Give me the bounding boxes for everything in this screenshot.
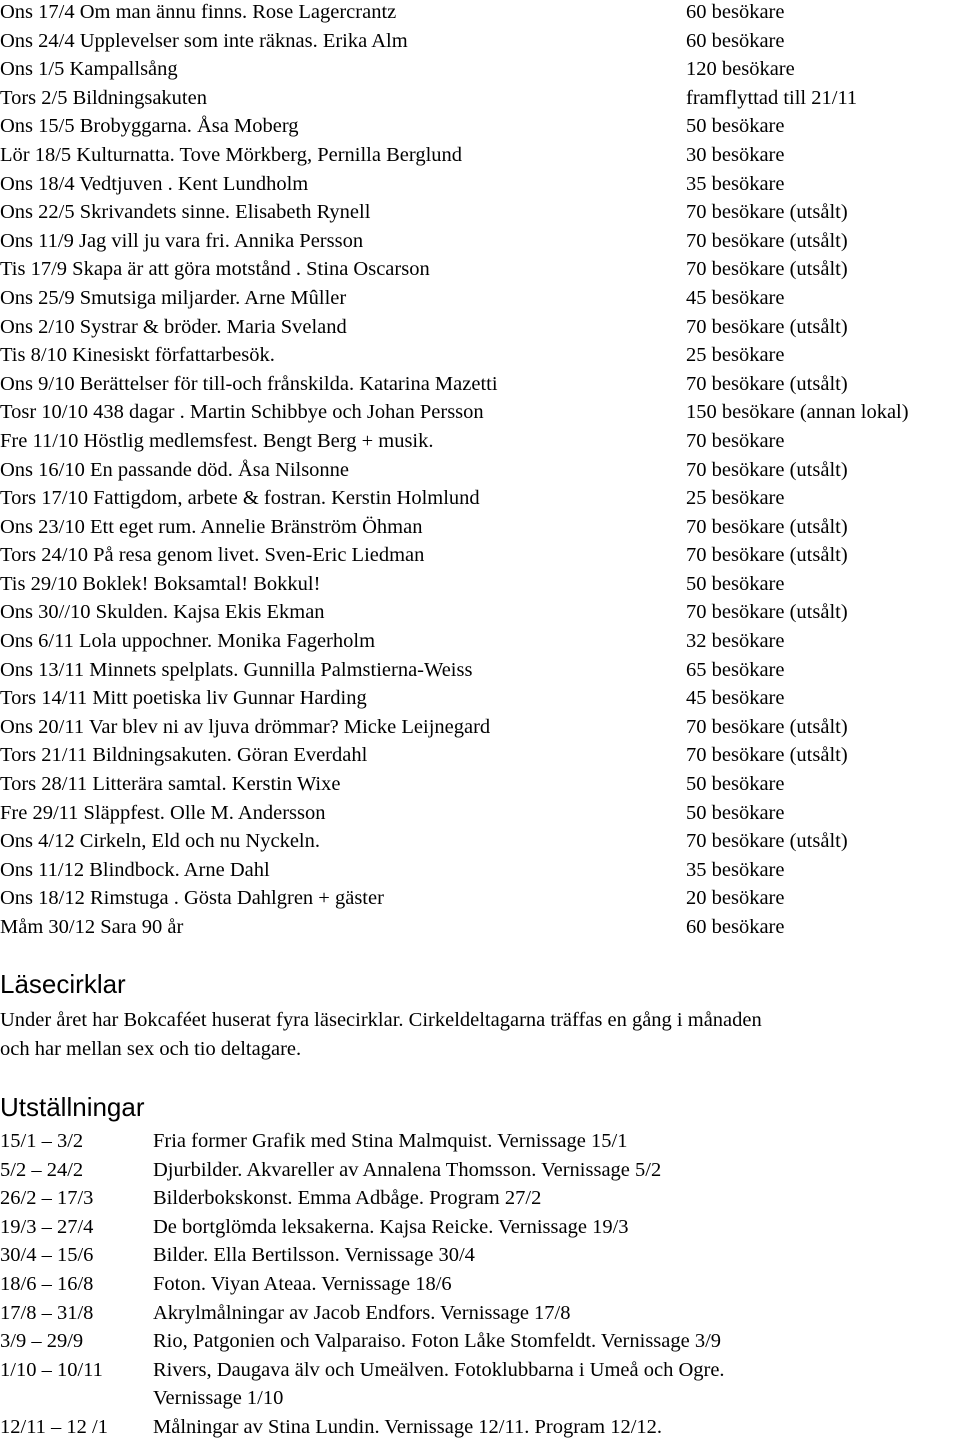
event-title: Tors 21/11 Bildningsakuten. Göran Everdahl [0,744,368,767]
paragraph-line: Under året har Bokcaféet huserat fyra läsecirklar. Cirkeldeltagarna träffas en gång i månaden [0,1009,762,1031]
exhibition-description [153,1327,960,1356]
exhibition-description-line: Foton. Viyan Ateaa. Vernissage 18/6 [153,1272,452,1295]
event-title: Ons 17/4 Om man ännu finns. Rose Lagercrantz [0,1,397,23]
exhibition-dates: 26/2 – 17/3 [0,1187,94,1210]
event-row [0,770,960,799]
exhibition-dates: 19/3 – 27/4 [0,1215,94,1238]
event-title: Fre 29/11 Släppfest. Olle M. Andersson [0,801,326,824]
event-visitors: 45 besökare [686,286,785,309]
event-visitors: 70 besökare (utsålt) [686,830,848,853]
event-visitors: 120 besökare [686,58,795,81]
event-row [0,513,960,542]
exhibition-description-line: Bilder. Ella Bertilsson. Vernissage 30/4 [153,1244,475,1267]
event-visitors: 50 besökare [686,572,785,595]
event-row [0,484,960,513]
exhibition-description [153,1299,960,1328]
event-title: Ons 15/5 Brobyggarna. Åsa Moberg [0,115,299,138]
event-title: Tors 28/11 Litterära samtal. Kerstin Wixe [0,773,341,796]
exhibition-dates: 12/11 – 12 /1 [0,1415,109,1438]
event-title: Ons 18/4 Vedtjuven . Kent Lundholm [0,172,309,195]
event-row [0,255,960,284]
event-visitors: 70 besökare (utsålt) [686,601,848,624]
event-row [0,684,960,713]
event-visitors: 70 besökare [686,429,785,452]
event-title: Ons 22/5 Skrivandets sinne. Elisabeth Rynell [0,201,371,224]
event-title: Tors 24/10 På resa genom livet. Sven-Eric Liedman [0,544,425,567]
event-row [0,27,960,56]
exhibition-description [153,1413,960,1442]
exhibition-row [0,1356,960,1413]
event-visitors: 50 besökare [686,801,785,824]
exhibition-description [153,1241,960,1270]
exhibition-dates: 15/1 – 3/2 [0,1130,84,1152]
event-visitors: 70 besökare (utsålt) [686,258,848,281]
exhibition-row [0,1270,960,1299]
event-row [0,55,960,84]
event-row [0,598,960,627]
event-row [0,313,960,342]
event-visitors: 70 besökare (utsålt) [686,372,848,395]
event-row [0,427,960,456]
event-title: Tosr 10/10 438 dagar . Martin Schibbye och Johan Persson [0,401,484,424]
exhibition-description [153,1127,960,1156]
event-row [0,198,960,227]
event-visitors: 70 besökare (utsålt) [686,315,848,338]
event-row [0,856,960,885]
event-row [0,341,960,370]
event-visitors: 65 besökare [686,658,785,681]
exhibition-row [0,1299,960,1328]
event-visitors: 70 besökare (utsålt) [686,515,848,538]
exhibition-description-line: Målningar av Stina Lundin. Vernissage 12/11. Program 12/12. [153,1415,663,1438]
reading-circles-heading: Läsecirklar [0,969,126,999]
exhibition-row [0,1127,960,1156]
event-visitors: 35 besökare [686,172,785,195]
event-title: Tis 8/10 Kinesiskt författarbesök. [0,344,275,367]
event-title: Ons 24/4 Upplevelser som inte räknas. Erika Alm [0,29,408,52]
event-row [0,827,960,856]
event-title: Ons 11/9 Jag vill ju vara fri. Annika Persson [0,229,364,252]
event-row [0,170,960,199]
event-title: Ons 16/10 En passande död. Åsa Nilsonne [0,458,350,481]
event-visitors: 60 besökare [686,1,785,23]
event-row [0,284,960,313]
exhibition-description-line: Rivers, Daugava älv och Umeälven. Fotoklubbarna i Umeå och Ogre. [153,1358,725,1381]
reading-circles-paragraph [0,1006,960,1064]
event-visitors: 50 besökare [686,115,785,138]
event-visitors: 35 besökare [686,858,785,881]
exhibition-description [153,1184,960,1213]
event-visitors: 70 besökare (utsålt) [686,715,848,738]
event-row [0,456,960,485]
event-visitors: 25 besökare [686,487,785,510]
exhibition-description [153,1356,960,1413]
event-row [0,112,960,141]
exhibition-description-line: Bilderbokskonst. Emma Adbåge. Program 27/2 [153,1187,542,1210]
event-visitors: 150 besökare (annan lokal) [686,401,909,424]
event-title: Ons 2/10 Systrar & bröder. Maria Sveland [0,315,347,338]
event-title: Ons 13/11 Minnets spelplats. Gunnilla Palmstierna-Weiss [0,658,473,681]
event-visitors: 60 besökare [686,916,785,938]
event-row [0,84,960,113]
event-row [0,799,960,828]
exhibition-dates: 3/9 – 29/9 [0,1330,84,1353]
event-row [0,141,960,170]
exhibition-description-line: De bortglömda leksakerna. Kajsa Reicke. Vernissage 19/3 [153,1215,629,1238]
exhibition-dates: 1/10 – 10/11 [0,1358,103,1381]
event-row [0,884,960,913]
event-row [0,570,960,599]
event-visitors: 20 besökare [686,887,785,910]
exhibitions-heading: Utställningar [0,1092,145,1122]
event-visitors: 70 besökare (utsålt) [686,229,848,252]
event-title: Tors 14/11 Mitt poetiska liv Gunnar Harding [0,687,367,710]
event-title: Tors 2/5 Bildningsakuten [0,86,207,109]
exhibition-description-line: Vernissage 1/10 [153,1387,284,1410]
event-visitors: 70 besökare (utsålt) [686,744,848,767]
event-title: Ons 30//10 Skulden. Kajsa Ekis Ekman [0,601,325,624]
event-title: Ons 25/9 Smutsiga miljarder. Arne Mûller [0,286,347,309]
exhibition-description-line: Djurbilder. Akvareller av Annalena Thomsson. Vernissage 5/2 [153,1158,662,1181]
exhibition-dates: 30/4 – 15/6 [0,1244,94,1267]
event-row [0,627,960,656]
event-visitors: 45 besökare [686,687,785,710]
event-row [0,656,960,685]
event-visitors: 50 besökare [686,773,785,796]
event-title: Tis 29/10 Boklek! Boksamtal! Bokkul! [0,572,321,595]
event-title: Fre 11/10 Höstlig medlemsfest. Bengt Berg + musik. [0,429,434,452]
event-title: Måm 30/12 Sara 90 år [0,916,184,938]
exhibition-row [0,1327,960,1356]
event-title: Ons 20/11 Var blev ni av ljuva drömmar? Micke Leijnegard [0,715,491,738]
event-title: Ons 4/12 Cirkeln, Eld och nu Nyckeln. [0,830,320,853]
event-visitors: 60 besökare [686,29,785,52]
exhibition-dates: 5/2 – 24/2 [0,1158,84,1181]
exhibition-description [153,1270,960,1299]
event-title: Ons 9/10 Berättelser för till-och frånskilda. Katarina Mazetti [0,372,498,395]
exhibition-description-line: Fria former Grafik med Stina Malmquist. Vernissage 15/1 [153,1130,628,1152]
event-visitors: 25 besökare [686,344,785,367]
exhibition-list [0,1127,960,1442]
event-row [0,913,960,942]
exhibition-description-line: Rio, Patgonien och Valparaiso. Foton Låke Stomfeldt. Vernissage 3/9 [153,1330,722,1353]
event-title: Tors 17/10 Fattigdom, arbete & fostran. Kerstin Holmlund [0,487,480,510]
event-title: Ons 23/10 Ett eget rum. Annelie Bränström Öhman [0,515,423,538]
event-visitors: framflyttad till 21/11 [686,86,858,109]
event-row [0,227,960,256]
event-row [0,370,960,399]
event-row [0,713,960,742]
event-visitors: 70 besökare (utsålt) [686,458,848,481]
exhibition-description [153,1213,960,1242]
exhibition-dates: 18/6 – 16/8 [0,1272,94,1295]
event-title: Lör 18/5 Kulturnatta. Tove Mörkberg, Pernilla Berglund [0,143,463,166]
event-title: Ons 6/11 Lola uppochner. Monika Fagerholm [0,630,376,653]
event-row [0,398,960,427]
event-title: Ons 18/12 Rimstuga . Gösta Dahlgren + gäster [0,887,384,910]
exhibition-description-line: Akrylmålningar av Jacob Endfors. Vernissage 17/8 [153,1301,571,1324]
event-title: Ons 1/5 Kampallsång [0,58,178,81]
exhibition-row [0,1241,960,1270]
event-title: Ons 11/12 Blindbock. Arne Dahl [0,858,270,881]
exhibition-row [0,1156,960,1185]
paragraph-line: och har mellan sex och tio deltagare. [0,1038,302,1060]
event-title: Tis 17/9 Skapa är att göra motstånd . Stina Oscarson [0,258,430,281]
event-row [0,541,960,570]
exhibition-description [153,1156,960,1185]
event-visitors: 70 besökare (utsålt) [686,201,848,224]
exhibition-row [0,1413,960,1442]
exhibition-row [0,1213,960,1242]
event-row [0,0,960,27]
event-visitors: 30 besökare [686,143,785,166]
event-visitors: 70 besökare (utsålt) [686,544,848,567]
event-row [0,741,960,770]
exhibition-row [0,1184,960,1213]
exhibition-dates: 17/8 – 31/8 [0,1301,94,1324]
event-visitors: 32 besökare [686,630,785,653]
